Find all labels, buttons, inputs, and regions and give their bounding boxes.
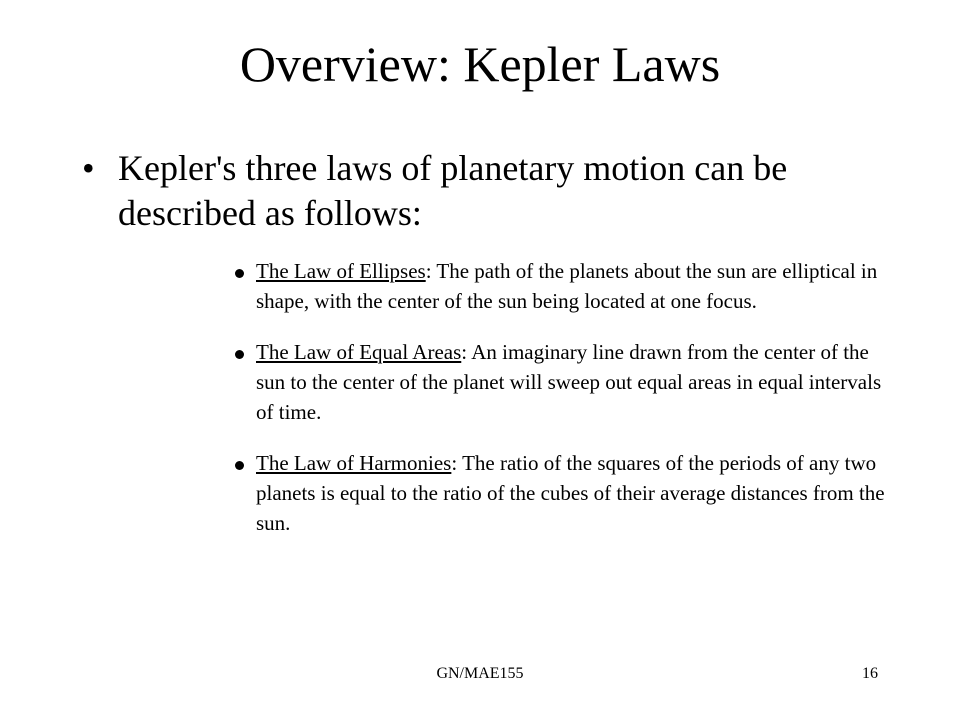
law-description: : The ratio of the squares of the periods of any two planets is equal to the ratio of the cubes of their average distances from the sun. [256, 451, 885, 535]
main-bullet-text: Kepler's three laws of planetary motion can be described as follows: [118, 148, 788, 233]
law-name: The Law of Ellipses [256, 259, 426, 283]
law-name: The Law of Equal Areas [256, 340, 462, 364]
law-name: The Law of Harmonies [256, 451, 452, 475]
laws-list [244, 256, 894, 559]
sub-bullet-dot-icon [235, 461, 244, 470]
sub-bullet-dot-icon [235, 269, 244, 278]
slide-title: Overview: Kepler Laws [239, 36, 721, 92]
list-item-law-of-equal-areas [244, 337, 894, 427]
law-description: : The path of the planets about the sun are elliptical in shape, with the center of the sun being located at one focus. [256, 259, 878, 313]
footer-page-number: 16 [862, 665, 878, 682]
list-item-law-of-ellipses [244, 256, 894, 316]
bullet-dot-icon: • [82, 148, 95, 188]
list-item-law-of-harmonies [244, 448, 894, 538]
footer-course-label: GN/MAE155 [436, 665, 524, 682]
law-description: : An imaginary line drawn from the center of the sun to the center of the planet will sweep out equal areas in equal intervals of time. [256, 340, 882, 424]
sub-bullet-dot-icon [235, 350, 244, 359]
